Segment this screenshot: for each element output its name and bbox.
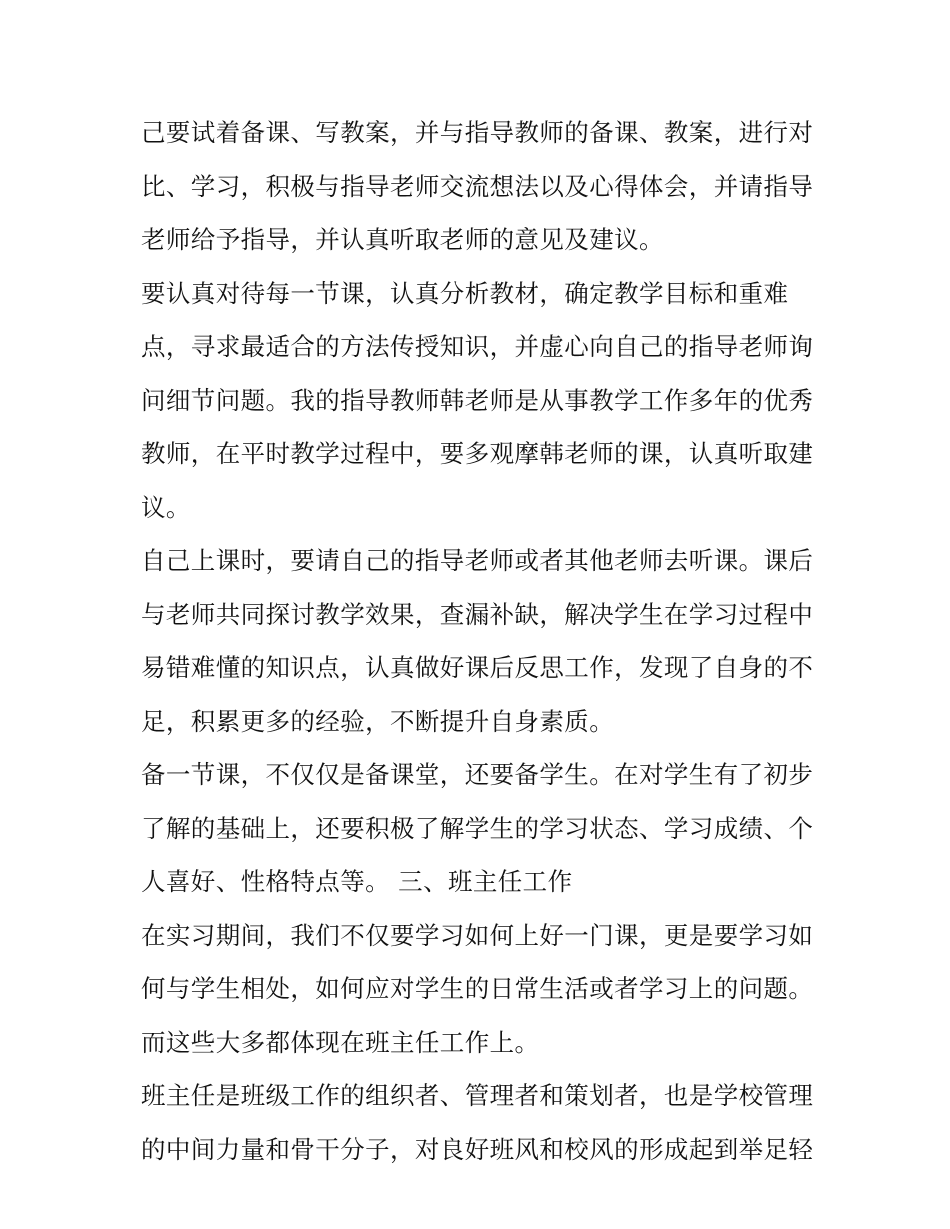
text-line: 而这些大多都体现在班主任工作上。: [141, 1027, 540, 1057]
text-line: 比、学习，积极与指导老师交流想法以及心得体会，并请指导: [141, 171, 814, 201]
body-text: [141, 106, 831, 1176]
text-line: 与老师共同探讨教学效果，查漏补缺，解决学生在学习过程中: [141, 599, 814, 629]
text-line: 足，积累更多的经验，不断提升自身素质。: [141, 706, 615, 736]
text-line: 班主任是班级工作的组织者、管理者和策划者，也是学校管理: [141, 1081, 814, 1110]
text-line: 老师给予指导，并认真听取老师的意见及建议。: [141, 225, 664, 254]
text-line: 在实习期间，我们不仅要学习如何上好一门课，更是要学习如: [141, 920, 814, 950]
text-line: 教师，在平时教学过程中，要多观摩韩老师的课，认真听取建: [141, 439, 814, 468]
text-line: 的中间力量和骨干分子，对良好班风和校风的形成起到举足轻: [141, 1134, 814, 1164]
text-line: 自己上课时，要请自己的指导老师或者其他老师去听课。课后: [141, 546, 814, 575]
text-line: 何与学生相处，如何应对学生的日常生活或者学习上的问题。: [141, 974, 814, 1003]
text-line: 人喜好、性格特点等。 三、班主任工作: [141, 867, 573, 896]
text-line: 己要试着备课、写教案，并与指导教师的备课、教案，进行对: [141, 118, 814, 147]
text-line: 备一节课，不仅仅是备课堂，还要备学生。在对学生有了初步: [141, 760, 814, 789]
text-line: 问细节问题。我的指导教师韩老师是从事教学工作多年的优秀: [141, 385, 814, 415]
text-line: 议。: [141, 492, 191, 522]
text-line: 了解的基础上，还要积极了解学生的学习状态、学习成绩、个: [141, 813, 814, 843]
text-line: 点，寻求最适合的方法传授知识，并虚心向自己的指导老师询: [141, 332, 814, 361]
text-line: 易错难懂的知识点，认真做好课后反思工作，发现了自身的不: [141, 653, 814, 682]
text-line: 要认真对待每一节课，认真分析教材，确定教学目标和重难: [141, 278, 789, 308]
